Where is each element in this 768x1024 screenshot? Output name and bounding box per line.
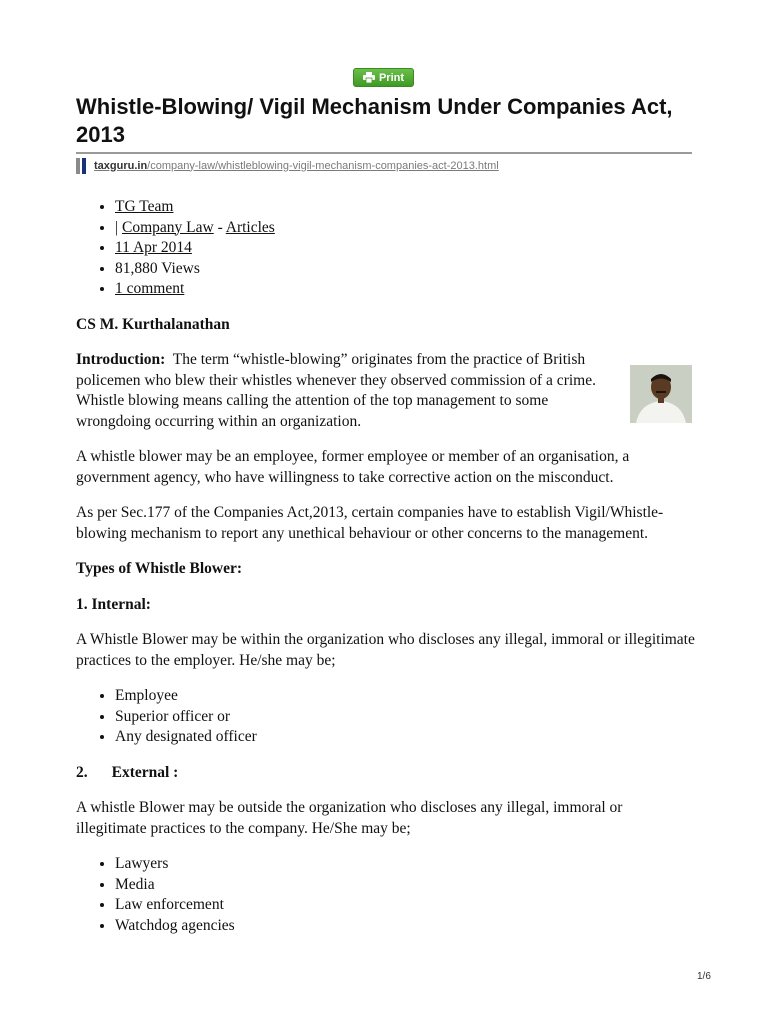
print-button[interactable] (353, 68, 414, 87)
list-item: • Employee (115, 686, 696, 707)
page-number: 1/6 (697, 971, 711, 982)
views-count: 81,880 Views (115, 259, 200, 277)
source-url (76, 158, 499, 173)
intro-paragraph (76, 350, 616, 432)
intro-text: The term “whistle-blowing” originates from the practice of British policemen who blew their whistles whenever they observed commission of a crime. Whistle blowing means calling the attention of the top management to some wrongdoing occurring within an organization. (76, 351, 596, 430)
external-paragraph: A whistle Blower may be outside the organization who discloses any illegal, immoral or illegitimate practices to the company. He/She may be; (76, 799, 623, 837)
comments-link[interactable]: 1 comment (115, 280, 185, 297)
types-heading: Types of Whistle Blower: (76, 560, 243, 577)
list-item: • Superior officer or (115, 707, 696, 728)
source-path: /company-law/whistleblowing-vigil-mechanism-companies-act-2013.html (147, 159, 499, 172)
source-link[interactable] (94, 160, 499, 172)
intro-label: Introduction: (76, 351, 166, 368)
meta-list (76, 197, 696, 300)
list-item: • Lawyers (115, 854, 696, 875)
author-link[interactable]: TG Team (115, 198, 174, 215)
date-link[interactable]: 11 Apr 2014 (115, 239, 192, 256)
title-divider (76, 152, 692, 154)
page-title: Whistle-Blowing/ Vigil Mechanism Under Companies Act, 2013 (76, 94, 673, 147)
internal-paragraph: A Whistle Blower may be within the organization who discloses any illegal, immoral or illegitimate practices to the employer. He/she may be; (76, 631, 695, 669)
meta-date (115, 238, 696, 259)
meta-dash: - (217, 218, 223, 236)
meta-author (115, 197, 696, 218)
meta-views (115, 259, 696, 280)
list-item: • Media (115, 875, 696, 896)
internal-heading: 1. Internal: (76, 595, 151, 613)
meta-separator: | (115, 218, 119, 236)
source-domain: taxguru.in (94, 159, 148, 172)
author-photo (630, 365, 692, 423)
byline: CS M. Kurthalanathan (76, 315, 230, 333)
source-bar-grey (76, 158, 80, 174)
list-item: • Watchdog agencies (115, 916, 696, 937)
meta-comments (115, 279, 696, 300)
author-portrait-image (630, 365, 692, 423)
external-heading (76, 763, 696, 784)
external-list (76, 854, 696, 936)
external-heading-text: External : (111, 763, 179, 781)
internal-list (76, 686, 696, 748)
printer-icon (363, 72, 375, 83)
source-bar-blue (82, 158, 86, 174)
article-body (76, 197, 696, 951)
meta-categories (115, 218, 696, 239)
list-item: • Law enforcement (115, 895, 696, 916)
external-number: 2. (76, 763, 88, 781)
paragraph-definition: A whistle blower may be an employee, former employee or member of an organisation, a government agency, who have willingness to take corrective action on the misconduct. (76, 448, 630, 486)
category-company-law-link[interactable]: Company Law (121, 218, 214, 236)
list-item: • Any designated officer (115, 727, 696, 748)
paragraph-section-177: As per Sec.177 of the Companies Act,2013, certain companies have to establish Vigil/Whistle-blowing mechanism to report any unethical behaviour or other concerns to the management. (76, 504, 664, 542)
print-label: Print (378, 71, 405, 84)
category-articles-link[interactable]: Articles (225, 218, 275, 236)
